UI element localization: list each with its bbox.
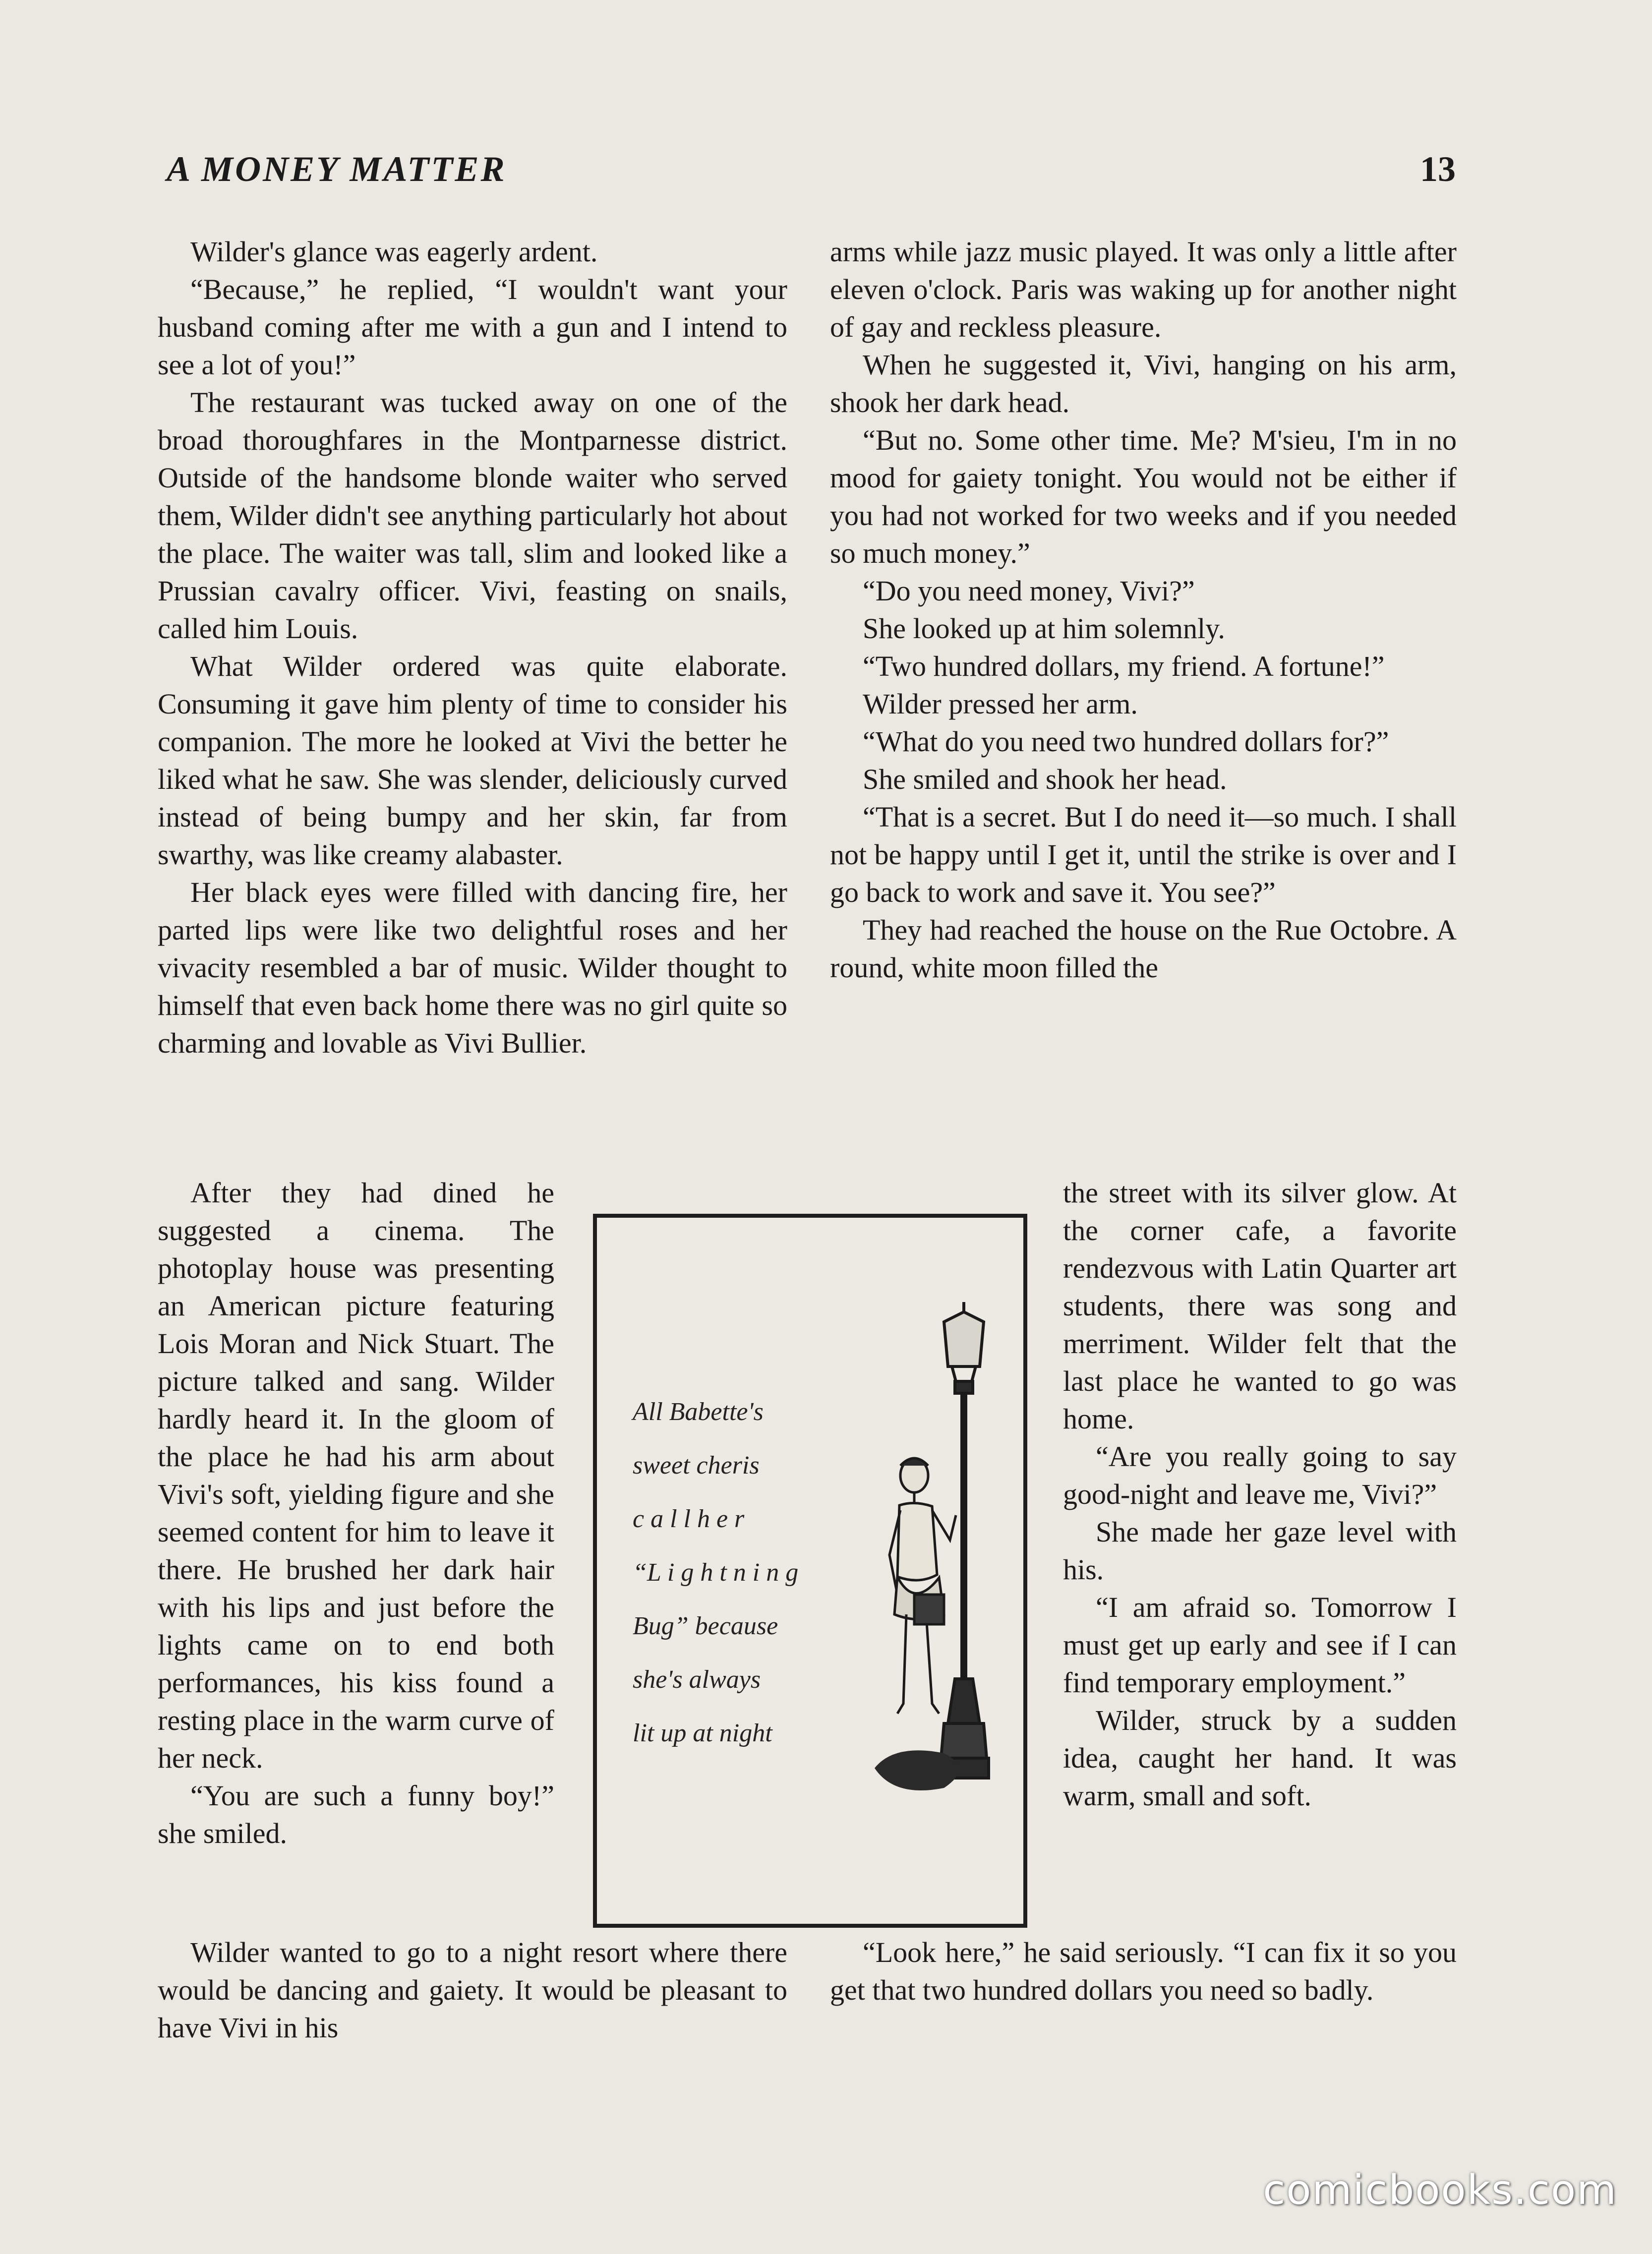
paragraph: She made her gaze level with his.: [1063, 1516, 1457, 1586]
paragraph: The restaurant was tucked away on one of the broad thoroughfares in the Montparnesse district. Outside of the handsome blonde waiter who served them, Wilder didn't see anything particularly hot about the place. The waiter was tall, slim and looked like a Prussian cavalry officer. Vivi, feasting on snails, called him Louis.: [158, 386, 787, 645]
caption-line: c a l l h e r: [633, 1505, 745, 1533]
paragraph: They had reached the house on the Rue Octobre. A round, white moon filled the: [830, 914, 1457, 984]
shadow-shape: [875, 1750, 959, 1790]
illustration-box: [593, 1214, 1027, 1928]
paragraph: “Because,” he replied, “I wouldn't want your husband coming after me with a gun and I intend to see a lot of you!”: [158, 273, 787, 381]
right-column-narrow: [1063, 1174, 1457, 1815]
caption-line: sweet cheris: [633, 1451, 760, 1480]
paragraph: What Wilder ordered was quite elaborate. Consuming it gave him plenty of time to consider his companion. The more he looked at Vivi the better he liked what he saw. She was slender, deliciously curved instead of being bumpy and her skin, far from swarthy, was like creamy alabaster.: [158, 650, 787, 871]
paragraph: When he suggested it, Vivi, hanging on his arm, shook her dark head.: [830, 349, 1457, 418]
left-column-top: [158, 233, 787, 1062]
paragraph: “Are you really going to say good-night and leave me, Vivi?”: [1063, 1440, 1457, 1510]
paragraph: “Do you need money, Vivi?”: [863, 575, 1195, 607]
paragraph: “I am afraid so. Tomorrow I must get up early and see if I can find temporary employment.”: [1063, 1591, 1457, 1699]
caption-line: All Babette's: [633, 1398, 764, 1426]
paragraph: the street with its silver glow. At the corner cafe, a favorite rendezvous with Latin Quarter art students, there was song and merriment. Wilder felt that the last place he wanted to go was home.: [1063, 1177, 1457, 1435]
paragraph: arms while jazz music played. It was only a little after eleven o'clock. Paris was waking up for another night of gay and reckless pleasure.: [830, 236, 1457, 343]
paragraph: Wilder pressed her arm.: [863, 688, 1138, 720]
paragraph: “You are such a funny boy!” she smiled.: [158, 1779, 554, 1849]
paragraph: Wilder's glance was eagerly ardent.: [190, 236, 598, 268]
street-lamp-icon: [939, 1302, 989, 1778]
caption-line: Bug” because: [633, 1612, 778, 1640]
lamppost-girl-drawing: [597, 1218, 1023, 1924]
running-header: [167, 149, 1456, 203]
girl-figure-icon: [889, 1458, 956, 1714]
paragraph: She looked up at him solemnly.: [863, 612, 1225, 645]
page-number: 13: [1420, 149, 1456, 189]
left-column-bottom: [158, 1934, 787, 2047]
paragraph: She smiled and shook her head.: [863, 763, 1227, 795]
paragraph: Her black eyes were filled with dancing fire, her parted lips were like two delightful roses and her vivacity resembled a bar of music. Wilder thought to himself that even back home there was no girl quite so charming and lovable as Vivi Bullier.: [158, 876, 787, 1059]
caption-line: “L i g h t n i n g: [633, 1558, 799, 1587]
caption-line: she's always: [633, 1665, 761, 1694]
paragraph: “That is a secret. But I do need it—so much. I shall not be happy until I get it, until the strike is over and I go back to work and save it. You see?”: [830, 801, 1457, 908]
paragraph: “Look here,” he said seriously. “I can fix it so you get that two hundred dollars you need so badly.: [830, 1936, 1457, 2006]
paragraph: “What do you need two hundred dollars for?”: [863, 725, 1389, 758]
paragraph: After they had dined he suggested a cinema. The photoplay house was presenting an American picture featuring Lois Moran and Nick Stuart. The picture talked and sang. Wilder hardly heard it. In the gloom of the place he had his arm about Vivi's soft, yielding figure and she seemed content for him to leave it there. He brushed her dark hair with his lips and just before the lights came on to end both performances, his kiss found a resting place in the warm curve of her neck.: [158, 1177, 554, 1774]
watermark-text: comicbooks.com: [1263, 2167, 1617, 2214]
story-title: A MONEY MATTER: [167, 149, 507, 189]
right-column-top: [830, 233, 1457, 987]
paragraph: “Two hundred dollars, my friend. A fortune!”: [863, 650, 1385, 682]
paragraph: “But no. Some other time. Me? M'sieu, I'm in no mood for gaiety tonight. You would not be either if you had not worked for two weeks and if you needed so much money.”: [830, 424, 1457, 569]
caption-line: lit up at night: [633, 1719, 772, 1747]
left-column-narrow: [158, 1174, 554, 1852]
right-column-bottom: [830, 1934, 1457, 2009]
paragraph: Wilder, struck by a sudden idea, caught her hand. It was warm, small and soft.: [1063, 1704, 1457, 1812]
paragraph: Wilder wanted to go to a night resort where there would be dancing and gaiety. It would be pleasant to have Vivi in his: [158, 1936, 787, 2044]
